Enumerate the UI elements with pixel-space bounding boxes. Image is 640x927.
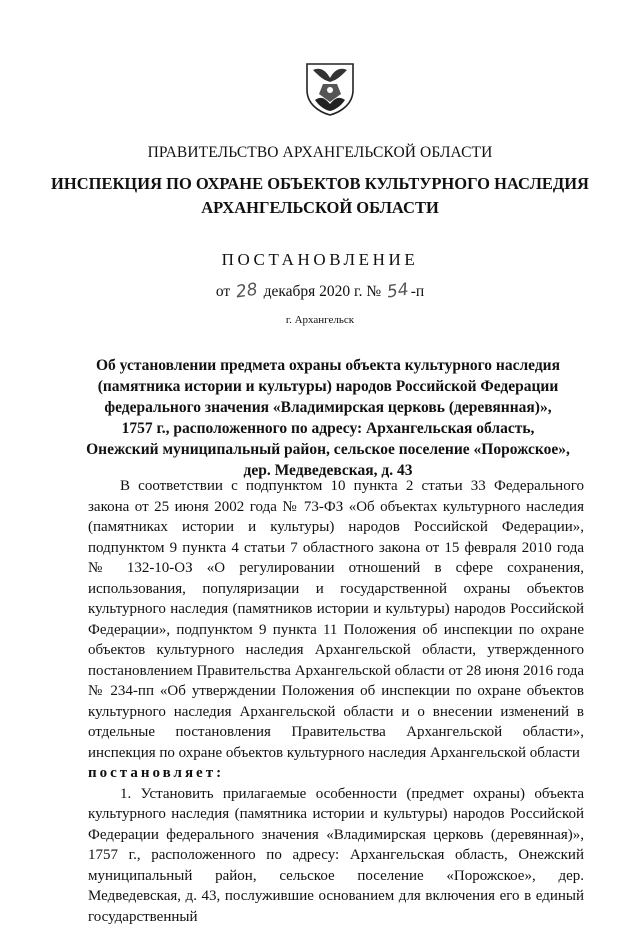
title-line: 1757 г., расположенного по адресу: Архангельская область, [76,418,580,439]
document-body [88,476,584,927]
coat-of-arms-emblem [303,60,357,116]
date-rest: декабря 2020 г. № [264,283,382,300]
inspection-heading-line1: ИНСПЕКЦИЯ ПО ОХРАНЕ ОБЪЕКТОВ КУЛЬТУРНОГО НАСЛЕДИЯ [0,172,640,196]
title-line: дер. Медведевская, д. 43 [76,460,580,481]
inspection-heading-line2: АРХАНГЕЛЬСКОЙ ОБЛАСТИ [0,196,640,220]
title-line: федерального значения «Владимирская церковь (деревянная)», [76,397,580,418]
title-line: Онежский муниципальный район, сельское поселение «Порожское», [76,439,580,460]
title-line: (памятника истории и культуры) народов Российской Федерации [76,376,580,397]
inspection-heading [0,172,640,220]
resolves-word: постановляет: [88,763,584,784]
document-type: ПОСТАНОВЛЕНИЕ [0,250,640,270]
date-prefix: от [216,283,230,300]
city-label: г. Архангельск [0,314,640,326]
number-suffix: -п [411,283,424,300]
document-title [76,355,580,481]
preamble-paragraph: В соответствии с подпунктом 10 пункта 2 статьи 33 Федерального закона от 25 июня 2002 года № 73-ФЗ «Об объектах культурного наследия (памятниках истории и культуры) народов Российской Федерации», подпунктом 9 пункта 4 статьи 7 областного закона от 15 февраля 2010 года № 132-10-ОЗ «О регулировании отношений в сфере сохранения, использования, популяризации и государственной охраны объектов культурного наследия (памятников истории и культуры) народов Российской Федерации», подпунктом 9 пункта 11 Положения об инспекции по охране объектов культурного наследия Архангельской области, утвержденного постановлением Правительства Архангельской области от 28 июня 2016 года № 234-пп «Об утверждении Положения об инспекции по охране объектов культурного наследия Архангельской области и о внесении изменений в отдельные постановления Правительства Архангельской области», инспекция по охране объектов культурного наследия Архангельской области [88,476,584,763]
handwritten-day: 28 [235,280,259,303]
handwritten-number: 54 [386,280,410,303]
date-number-line [0,281,640,301]
government-heading: ПРАВИТЕЛЬСТВО АРХАНГЕЛЬСКОЙ ОБЛАСТИ [0,144,640,162]
item-1-paragraph: 1. Установить прилагаемые особенности (предмет охраны) объекта культурного наследия (памятника истории и культуры) народов Российской Федерации федерального значения «Владимирская церковь (деревянная)», 1757 г., расположенного по адресу: Архангельская область, Онежский муниципальный район, сельское поселение «Порожское», дер. Медведевская, д. 43, послужившие основанием для включения его в единый государственный [88,784,584,927]
title-line: Об установлении предмета охраны объекта культурного наследия [76,355,580,376]
